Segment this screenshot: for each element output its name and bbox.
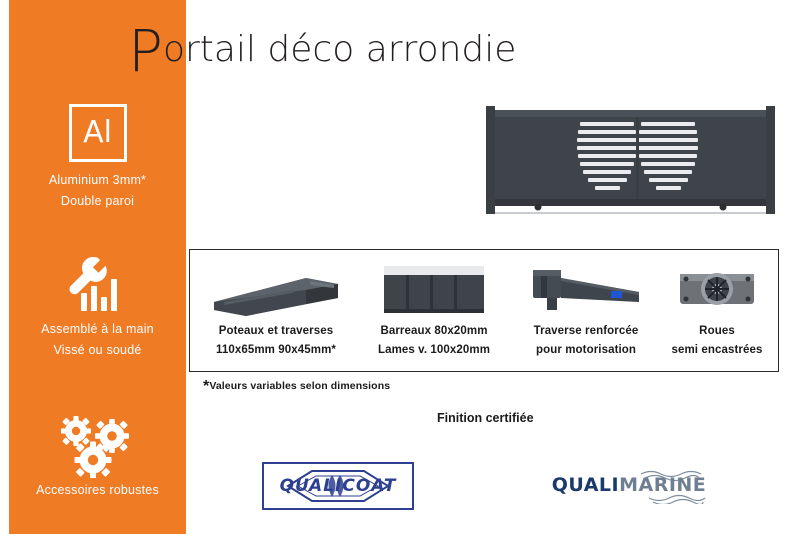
finition-label: Finition certifiée <box>437 411 534 425</box>
sidebar-text-assemblage-2: Vissé ou soudé <box>53 343 142 357</box>
gate-photo <box>478 100 783 220</box>
footnote-text: Valeurs variables selon dimensions <box>209 380 391 392</box>
qualicoat-logo-text: QUALICOAT <box>279 476 397 496</box>
feature-item-barreaux <box>356 250 512 373</box>
sidebar-text-aluminium-2: Double paroi <box>60 194 135 208</box>
feature-box <box>189 249 779 372</box>
title-rest: ortail déco arrondie <box>162 29 517 70</box>
feature-caption-barreaux-1: Barreaux 80x20mm <box>380 325 488 337</box>
qualicoat-logo <box>262 462 414 510</box>
page-title <box>128 17 517 85</box>
feature-item-roues <box>660 250 774 373</box>
sidebar-text-assemblage-1: Assemblé à la main <box>41 322 154 336</box>
feature-caption-poteaux-2: 110x65mm 90x45mm* <box>216 344 336 356</box>
profile-post-icon <box>196 258 356 322</box>
qualimarine-logo-light: MARINE <box>619 474 707 496</box>
aluminium-icon-label: Al <box>83 114 112 150</box>
wheel-icon <box>660 258 774 322</box>
feature-caption-roues-2: semi encastrées <box>671 344 763 356</box>
feature-caption-roues-1: Roues <box>699 325 735 337</box>
slats-icon <box>356 258 512 322</box>
feature-caption-traverse-1: Traverse renforcée <box>533 325 639 337</box>
sidebar-text-aluminium-1: Aluminium 3mm* <box>48 173 147 187</box>
sidebar-block-assemblage <box>9 253 186 361</box>
feature-caption-poteaux-1: Poteaux et traverses <box>218 325 334 337</box>
footnote <box>203 378 390 396</box>
motorisation-beam-icon <box>512 258 660 322</box>
title-drop-cap: P <box>128 17 163 85</box>
tools-icon <box>9 253 186 319</box>
gears-icon <box>9 414 186 480</box>
sidebar-block-aluminium <box>9 104 186 212</box>
feature-caption-traverse-2: pour motorisation <box>535 344 637 356</box>
feature-item-poteaux <box>196 250 356 373</box>
footnote-star: * <box>203 378 210 395</box>
qualimarine-logo <box>545 468 713 504</box>
aluminium-square-icon <box>9 104 186 170</box>
sidebar-block-accessoires <box>9 414 186 501</box>
qualimarine-logo-dark: QUALI <box>551 474 620 496</box>
feature-caption-barreaux-2: Lames v. 100x20mm <box>377 344 491 356</box>
sidebar-text-accessoires-1: Accessoires robustes <box>36 483 159 497</box>
qualimarine-logo-text <box>545 474 713 496</box>
feature-item-traverse <box>512 250 660 373</box>
